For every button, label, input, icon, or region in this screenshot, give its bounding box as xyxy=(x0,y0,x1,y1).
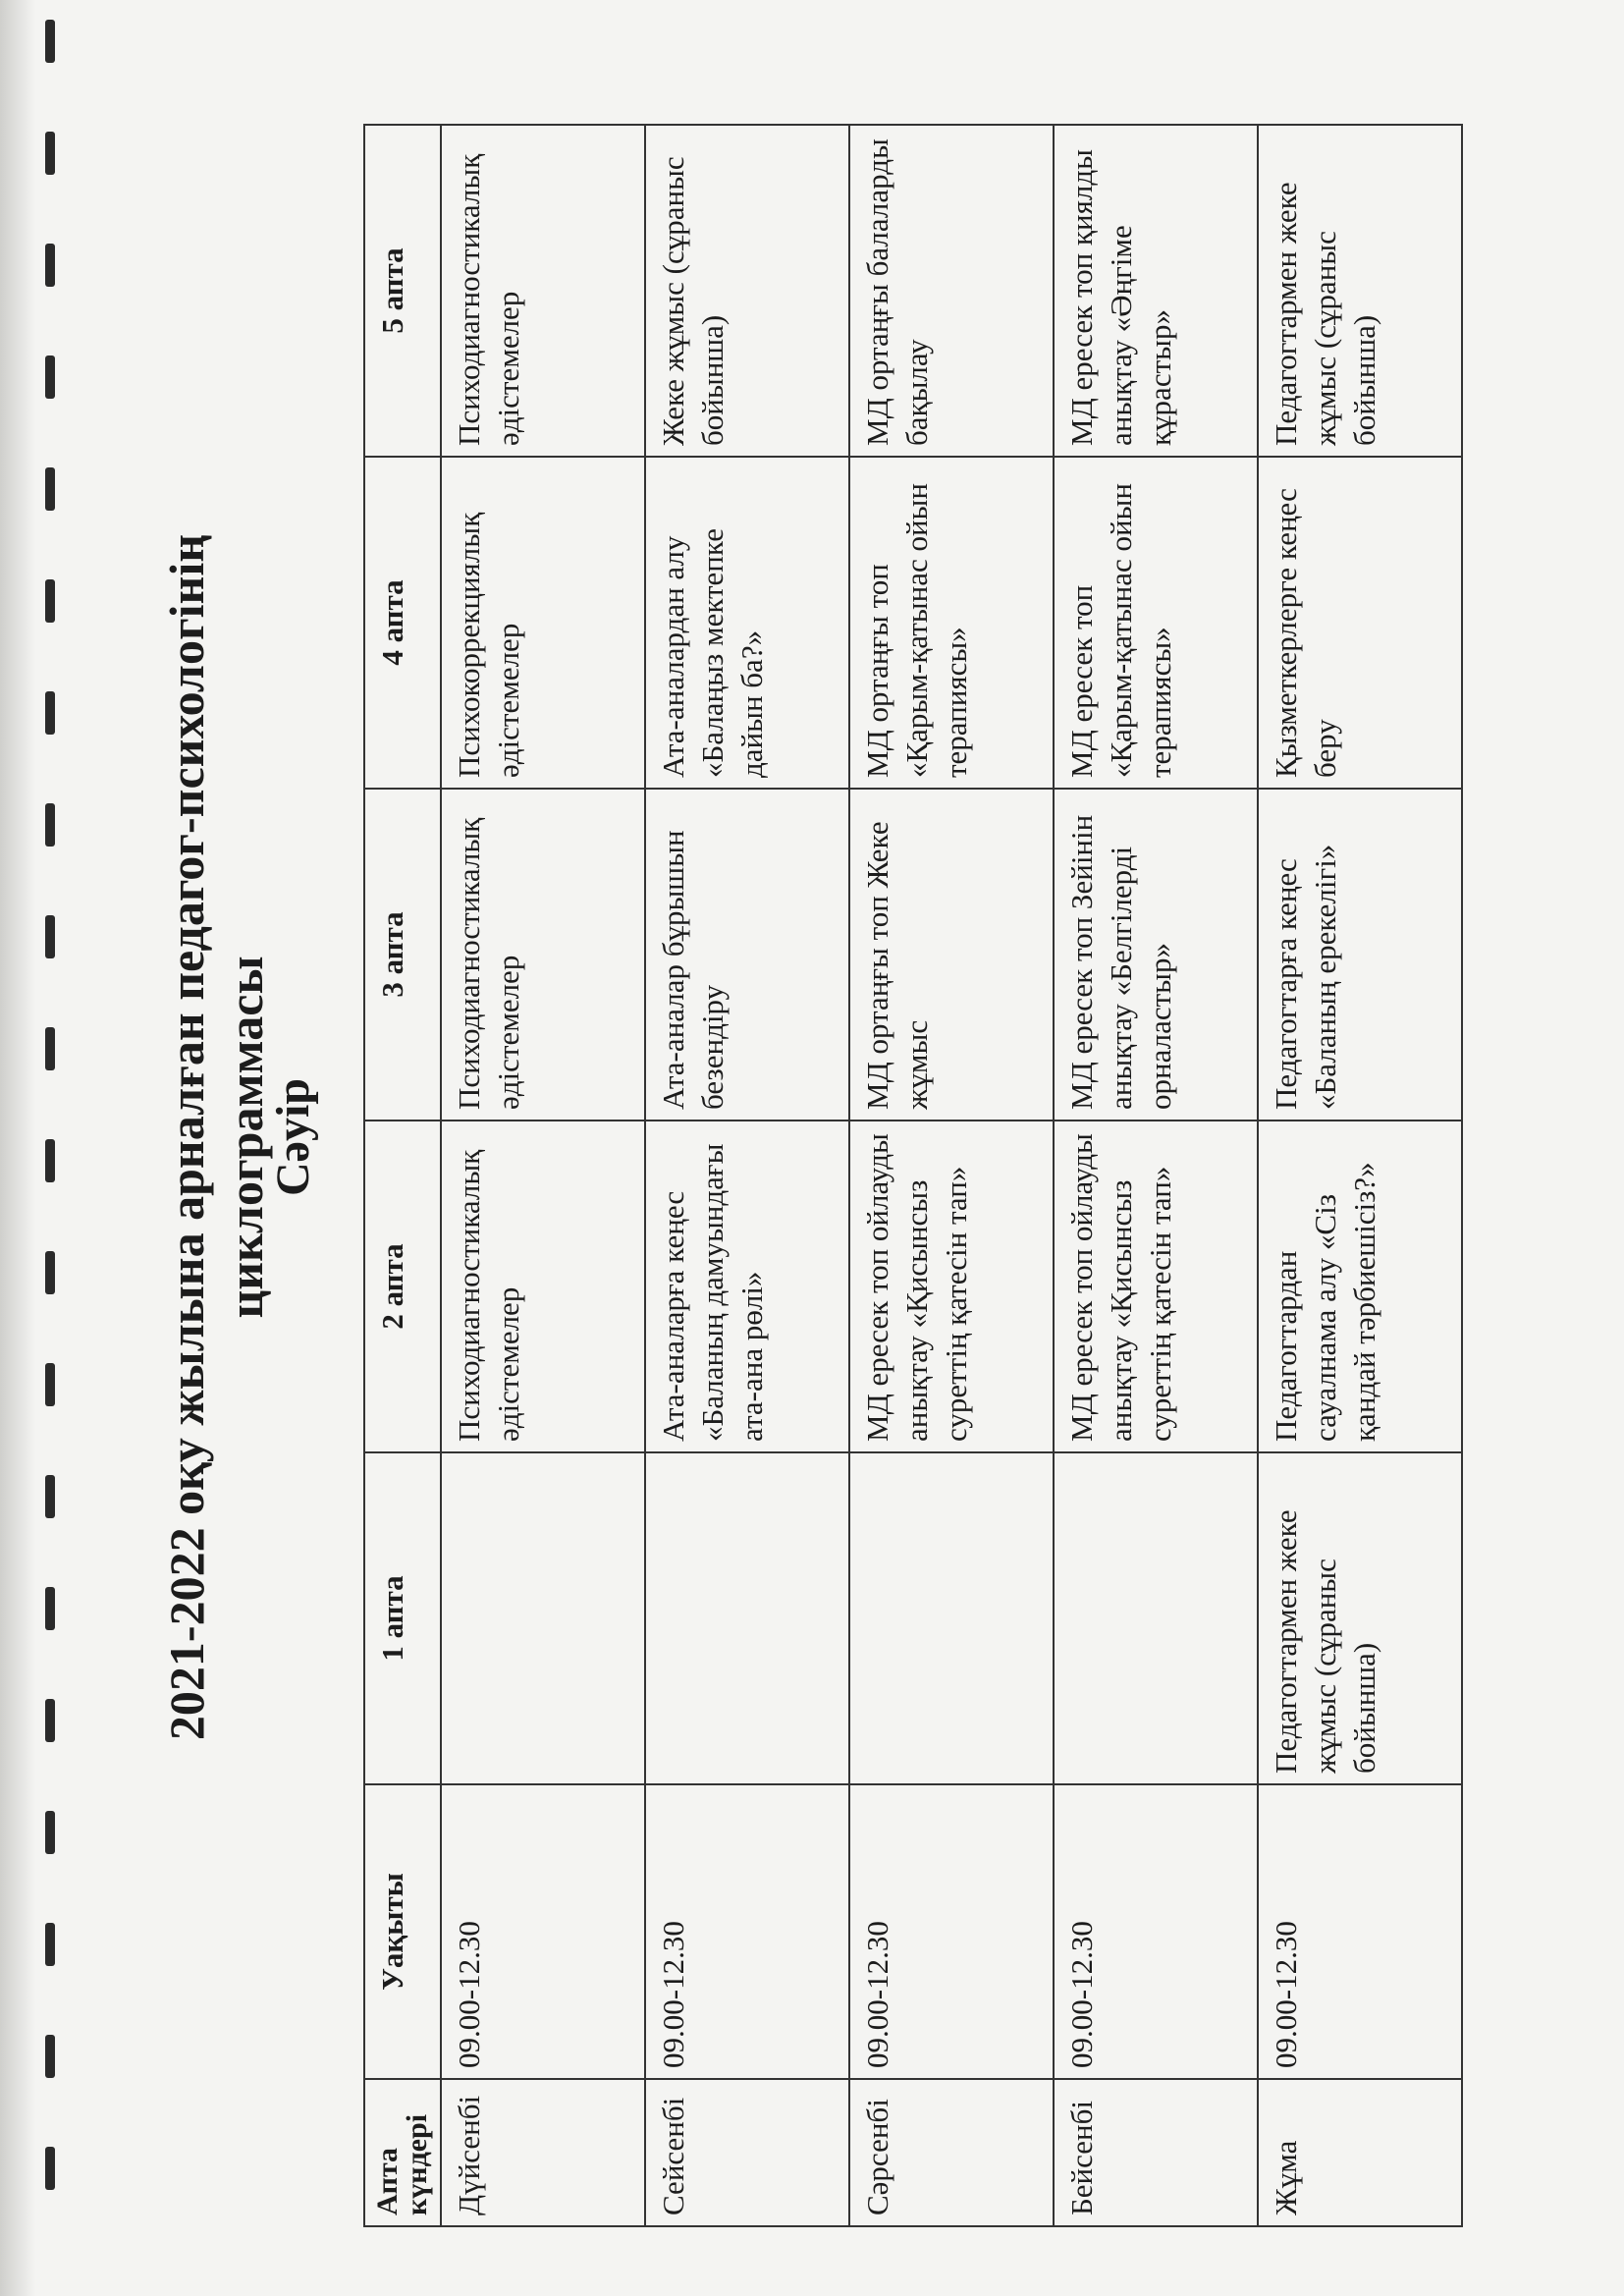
week-5-cell: МД ересек топ қиялды анықтау «Әңгіме құрастыр» xyxy=(1054,125,1258,457)
day-cell: Сейсенбі xyxy=(645,2079,849,2226)
time-cell: 09.00-12.30 xyxy=(1258,1784,1462,2079)
week-1-cell xyxy=(849,1452,1054,1784)
cyclogram-table xyxy=(363,124,1463,2227)
week-5-cell: Психодиагностикалық әдістемелер xyxy=(441,125,645,457)
week-4-cell: Ата-аналардан алу «Балаңыз мектепке дайын ба?» xyxy=(645,457,849,789)
week-2-cell: МД ересек топ ойлауды анықтау «Қисынсыз суреттің қатесін тап» xyxy=(849,1121,1054,1452)
week-2-cell: Ата-аналарға кеңес «Баланың дамуындағы ата-ана рөлі» xyxy=(645,1121,849,1452)
header-days: Апта күндері xyxy=(364,2079,441,2226)
month-heading: Сәуір xyxy=(267,1078,319,1196)
day-cell: Бейсенбі xyxy=(1054,2079,1258,2226)
header-week-2: 2 апта xyxy=(364,1121,441,1452)
time-cell: 09.00-12.30 xyxy=(1054,1784,1258,2079)
week-4-cell: МД ересек топ «Қарым-қатынас ойын терапиясы» xyxy=(1054,457,1258,789)
week-4-cell: МД ортаңғы топ «Қарым-қатынас ойын терапиясы» xyxy=(849,457,1054,789)
header-week-3: 3 апта xyxy=(364,789,441,1121)
day-cell: Дүйсенбі xyxy=(441,2079,645,2226)
week-3-cell: МД ересек топ Зейінін анықтау «Белгілерді орналастыр» xyxy=(1054,789,1258,1121)
week-4-cell: Қызметкерлерге кеңес беру xyxy=(1258,457,1462,789)
table-row xyxy=(441,125,645,2226)
header-week-5: 5 апта xyxy=(364,125,441,457)
time-cell: 09.00-12.30 xyxy=(645,1784,849,2079)
week-5-cell: Педагогтармен жеке жұмыс (сұраныс бойынша) xyxy=(1258,125,1462,457)
table-row xyxy=(1258,125,1462,2226)
week-2-cell: Психодиагностикалық әдістемелер xyxy=(441,1121,645,1452)
header-week-1: 1 апта xyxy=(364,1452,441,1784)
time-cell: 09.00-12.30 xyxy=(441,1784,645,2079)
table-header-row xyxy=(364,125,441,2226)
day-cell: Жұма xyxy=(1258,2079,1462,2226)
week-3-cell: Психодиагностикалық әдістемелер xyxy=(441,789,645,1121)
week-5-cell: МД ортаңғы балаларды бақылау xyxy=(849,125,1054,457)
week-1-cell xyxy=(1054,1452,1258,1784)
week-5-cell: Жеке жұмыс (сұраныс бойынша) xyxy=(645,125,849,457)
header-time: Уақыты xyxy=(364,1784,441,2079)
week-1-cell xyxy=(645,1452,849,1784)
time-cell: 09.00-12.30 xyxy=(849,1784,1054,2079)
week-3-cell: Педагогтарға кеңес «Баланың ерекелігі» xyxy=(1258,789,1462,1121)
week-4-cell: Психокоррекциялық әдістемелер xyxy=(441,457,645,789)
week-3-cell: Ата-аналар бұрышын безендіру xyxy=(645,789,849,1121)
document-title: 2021-2022 оқу жылына арналған педагог-психологінің циклограммасы xyxy=(159,533,273,1741)
table-row xyxy=(849,125,1054,2226)
week-2-cell: Педагогтардан сауалнама алу «Сіз қандай тәрбиешісіз?» xyxy=(1258,1121,1462,1452)
table-row xyxy=(645,125,849,2226)
header-week-4: 4 апта xyxy=(364,457,441,789)
week-1-cell xyxy=(441,1452,645,1784)
table-row xyxy=(1054,125,1258,2226)
day-cell: Сәрсенбі xyxy=(849,2079,1054,2226)
week-3-cell: МД ортаңғы топ Жеке жұмыс xyxy=(849,789,1054,1121)
week-1-cell: Педагогтармен жеке жұмыс (сұраныс бойынша) xyxy=(1258,1452,1462,1784)
week-2-cell: МД ересек топ ойлауды анықтау «Қисынсыз суреттің қатесін тап» xyxy=(1054,1121,1258,1452)
